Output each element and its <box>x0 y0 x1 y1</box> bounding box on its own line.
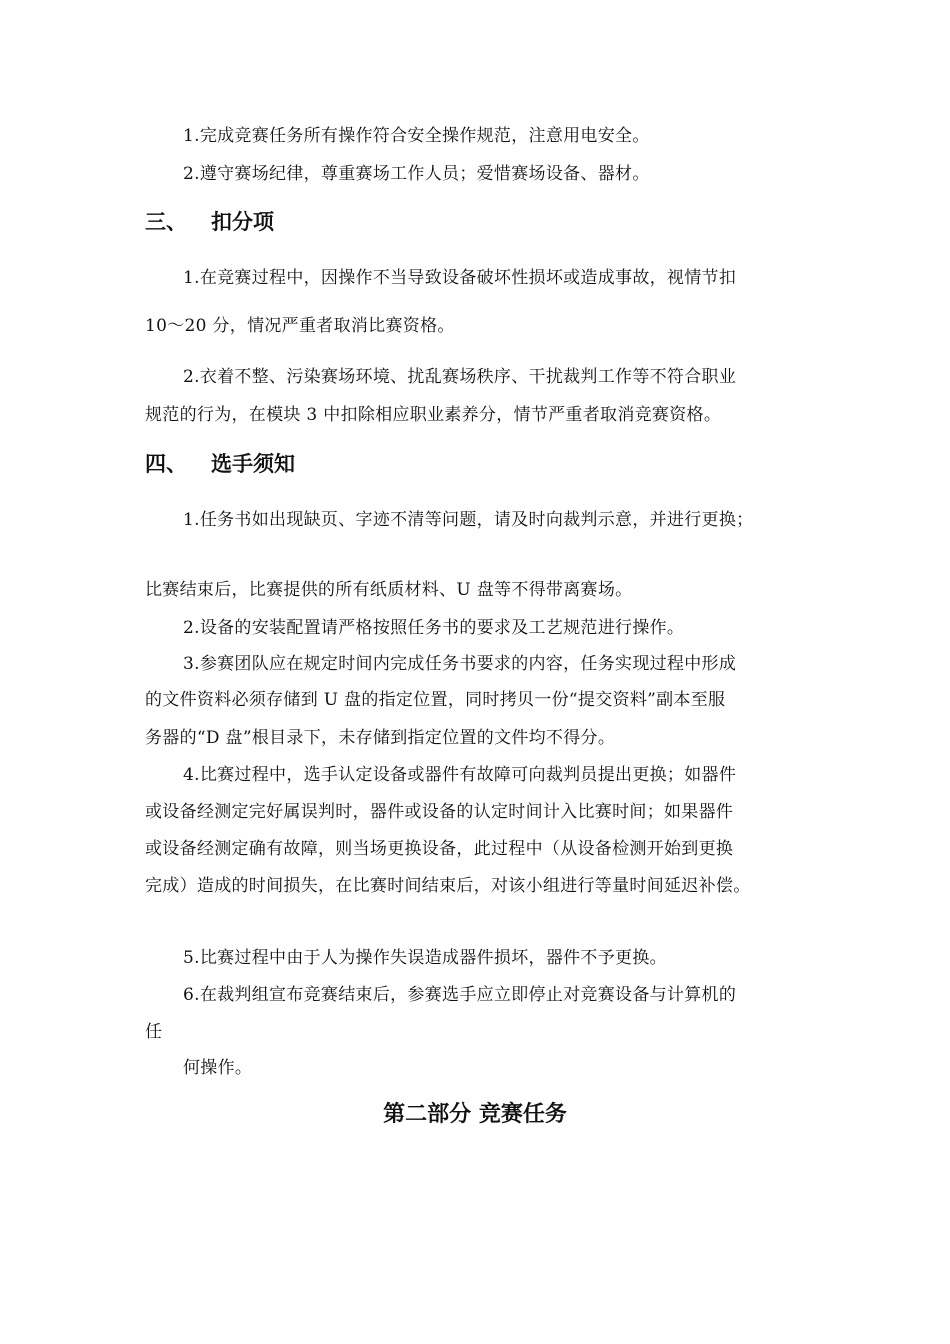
notice-line-14: 何操作。 <box>183 1058 253 1078</box>
notice-line-1: 1.任务书如出现缺页、字迹不清等问题，请及时向裁判示意，并进行更换； <box>183 510 754 530</box>
notice-line-11: 5.比赛过程中由于人为操作失误造成器件损坏，器件不予更换。 <box>183 948 667 968</box>
part-two-title: 第二部分 竞赛任务 <box>383 1102 567 1127</box>
rule-item-2: 2.遵守赛场纪律，尊重赛场工作人员；爱惜赛场设备、器材。 <box>183 164 650 184</box>
notice-line-10: 完成）造成的时间损失，在比赛时间结束后，对该小组进行等量时间延迟补偿。 <box>145 876 751 896</box>
notice-line-4: 3.参赛团队应在规定时间内完成任务书要求的内容，任务实现过程中形成 <box>183 654 737 674</box>
notice-line-12: 6.在裁判组宣布竞赛结束后，参赛选手应立即停止对竞赛设备与计算机的 <box>183 985 737 1005</box>
deduction-line-4: 规范的行为，在模块 3 中扣除相应职业素养分，情节严重者取消竞赛资格。 <box>145 405 722 425</box>
notice-line-8: 或设备经测定完好属误判时，器件或设备的认定时间计入比赛时间；如果器件 <box>145 802 734 822</box>
rule-item-1: 1.完成竞赛任务所有操作符合安全操作规范，注意用电安全。 <box>183 126 650 146</box>
deduction-line-3: 2.衣着不整、污染赛场环境、扰乱赛场秩序、干扰裁判工作等不符合职业 <box>183 367 737 387</box>
section-4-heading <box>145 450 295 478</box>
notice-line-6: 务器的“D 盘”根目录下，未存储到指定位置的文件均不得分。 <box>145 728 616 748</box>
notice-line-7: 4.比赛过程中，选手认定设备或器件有故障可向裁判员提出更换；如器件 <box>183 765 737 785</box>
notice-line-13: 任 <box>145 1022 163 1042</box>
deduction-line-2: 10〜20 分，情况严重者取消比赛资格。 <box>145 316 455 336</box>
section-4-title: 选手须知 <box>211 452 295 476</box>
section-3-number: 三、 <box>145 210 187 234</box>
notice-line-2: 比赛结束后，比赛提供的所有纸质材料、U 盘等不得带离赛场。 <box>145 580 633 600</box>
notice-line-9: 或设备经测定确有故障，则当场更换设备，此过程中（从设备检测开始到更换 <box>145 839 734 859</box>
deduction-line-1: 1.在竞赛过程中，因操作不当导致设备破坏性损坏或造成事故，视情节扣 <box>183 268 737 288</box>
section-3-heading <box>145 208 274 236</box>
section-3-title: 扣分项 <box>211 210 274 234</box>
notice-line-5: 的文件资料必须存储到 U 盘的指定位置，同时拷贝一份“提交资料”副本至服 <box>145 690 726 710</box>
notice-line-3: 2.设备的安装配置请严格按照任务书的要求及工艺规范进行操作。 <box>183 618 685 638</box>
section-4-number: 四、 <box>145 452 187 476</box>
